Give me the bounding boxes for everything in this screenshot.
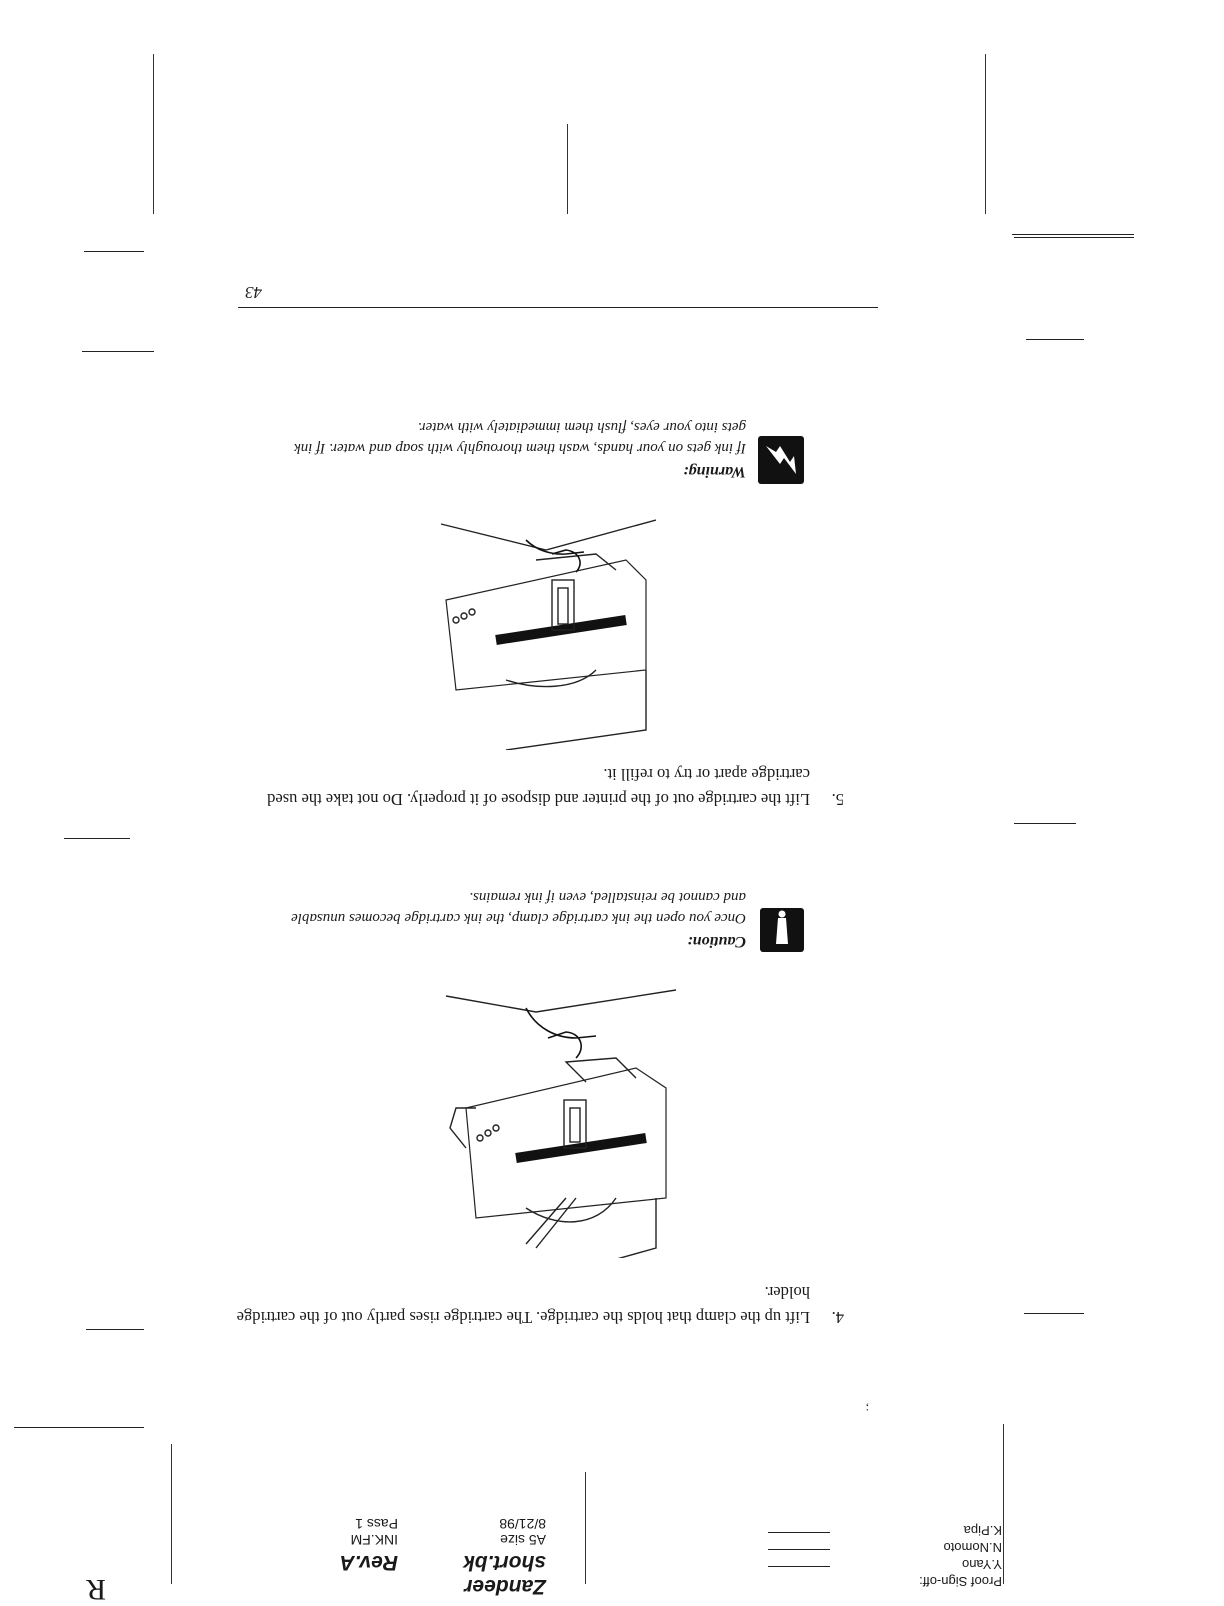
proof-signoff-label: Proof Sign-off: bbox=[919, 1574, 1002, 1589]
step-text: Lift the cartridge out of the printer and dispose of it properly. Do not take the used cartridge apart or try to refill it. bbox=[267, 765, 810, 809]
corner-mark: R bbox=[85, 1573, 106, 1606]
warning-body: If ink gets on your hands, wash them thoroughly with soap and water. If ink gets into your eyes, flush them immediately with water. bbox=[294, 419, 746, 456]
caution-icon bbox=[760, 908, 804, 952]
crop-mark bbox=[153, 54, 154, 214]
file-name: INK.FM bbox=[350, 1532, 398, 1548]
stray-mark: ; bbox=[865, 1402, 869, 1416]
crop-mark bbox=[1026, 339, 1084, 340]
crop-mark bbox=[1012, 234, 1134, 235]
proof-name: K.Pipa bbox=[963, 1523, 1002, 1538]
file-date: 8/21/98 bbox=[499, 1516, 546, 1532]
step-4 bbox=[224, 1270, 844, 1330]
revision: Rev.A bbox=[339, 1551, 398, 1574]
crop-mark bbox=[1003, 1424, 1004, 1584]
proof-name: N.Nomoto bbox=[943, 1540, 1002, 1555]
crop-mark bbox=[1024, 1313, 1084, 1314]
illustration-lift-clamp bbox=[436, 978, 676, 1258]
crop-mark bbox=[567, 124, 568, 214]
warning-title: Warning: bbox=[683, 463, 746, 480]
crop-mark bbox=[64, 838, 130, 839]
page-size: A5 size bbox=[500, 1532, 546, 1548]
crop-mark bbox=[14, 1427, 144, 1428]
proof-name: Y.Yano bbox=[961, 1557, 1002, 1572]
crop-mark bbox=[84, 251, 144, 252]
step-5 bbox=[224, 752, 844, 812]
step-number: 4. bbox=[831, 1308, 844, 1327]
illustration-remove-cartridge bbox=[416, 510, 656, 750]
crop-mark bbox=[1014, 237, 1134, 238]
caution-title: Caution: bbox=[687, 933, 746, 950]
book-name: short.bk bbox=[463, 1551, 546, 1574]
pass-number: Pass 1 bbox=[355, 1516, 398, 1532]
product-name: Zandeer bbox=[464, 1575, 546, 1598]
crop-mark bbox=[1014, 823, 1076, 824]
signature-line bbox=[768, 1566, 830, 1567]
crop-mark bbox=[585, 1472, 586, 1584]
crop-mark bbox=[82, 351, 154, 352]
signature-line bbox=[768, 1532, 830, 1533]
crop-mark bbox=[985, 54, 986, 214]
crop-mark bbox=[86, 1329, 144, 1330]
caution-body: Once you open the ink cartridge clamp, the ink cartridge becomes unusable and cannot be reinstalled, even if ink remains. bbox=[291, 889, 746, 926]
signature-line bbox=[768, 1549, 830, 1550]
crop-mark bbox=[171, 1444, 172, 1584]
step-number: 5. bbox=[831, 790, 844, 809]
step-text: Lift up the clamp that holds the cartridge. The cartridge rises partly out of the cartridge holder. bbox=[236, 1283, 810, 1327]
page-number: 43 bbox=[245, 283, 262, 302]
footer-rule bbox=[238, 307, 878, 308]
warning-icon bbox=[758, 436, 804, 484]
